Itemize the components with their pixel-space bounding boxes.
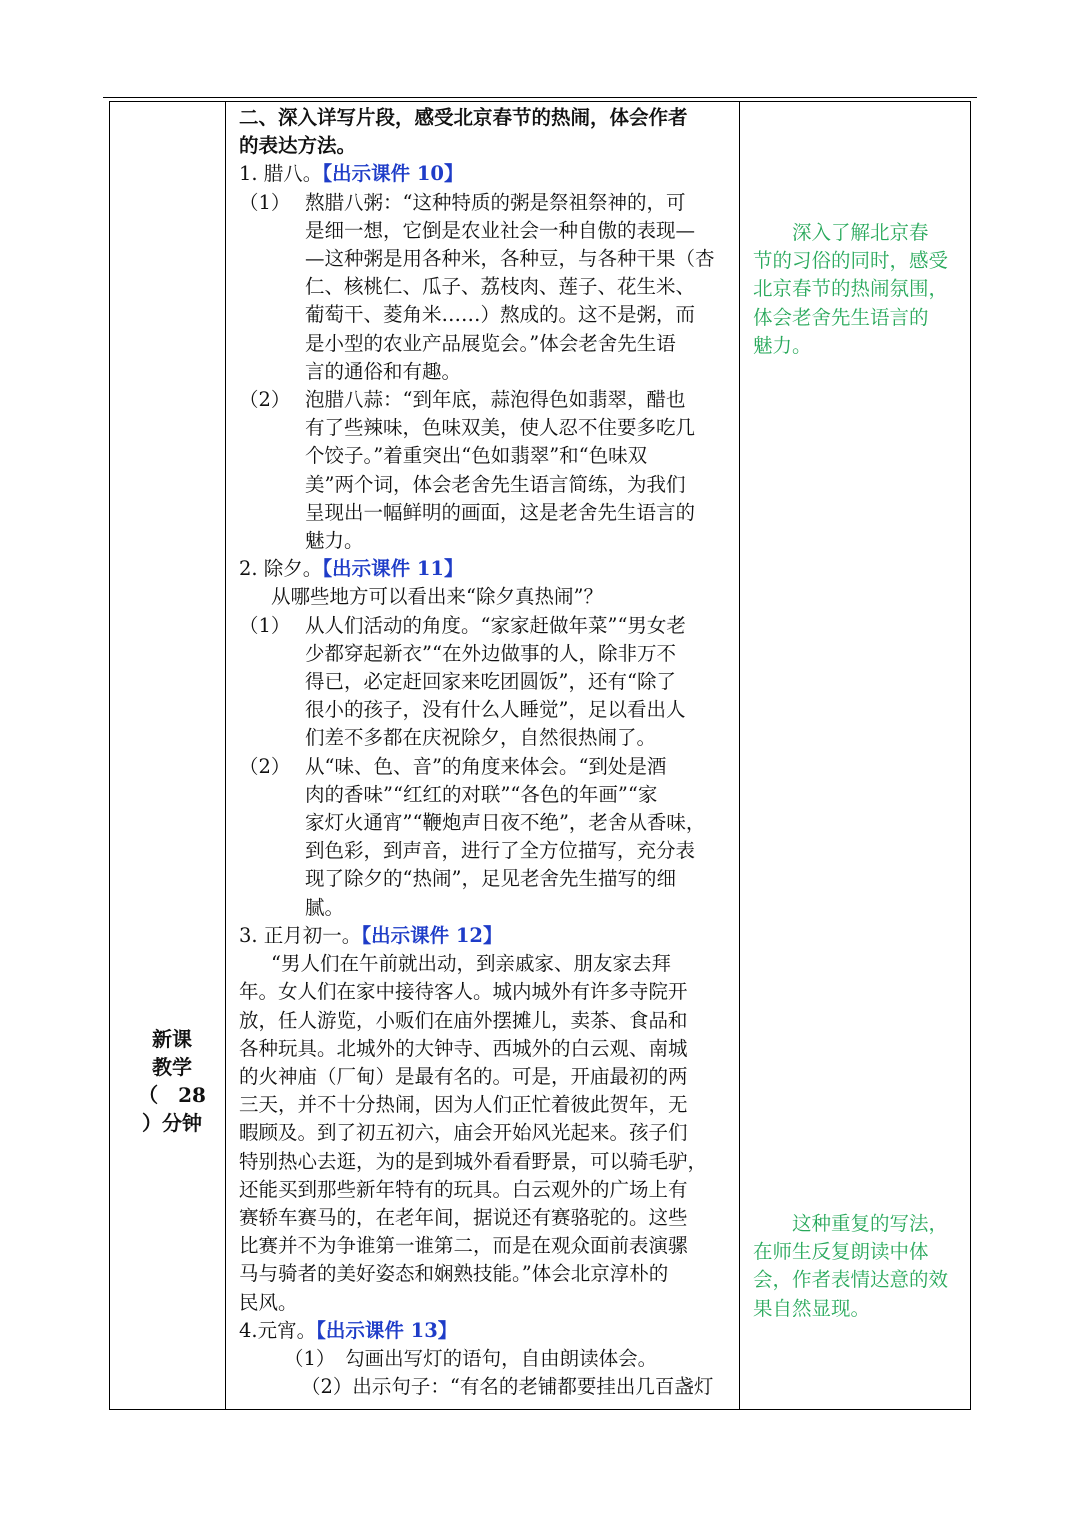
- quote-text: 三天，并不十分热闹，因为人们正忙着彼此贺年，无: [239, 1093, 688, 1117]
- item-text: （2） 从“味、色、音”的角度来体会。“到处是酒: [239, 754, 667, 778]
- section-3-title: 3. 正月初一。【出示课件 12】: [239, 923, 503, 947]
- item-text: （1） 勾画出写灯的语句，自由朗读体会。: [284, 1346, 658, 1370]
- quote-text: 马与骑者的美好姿态和娴熟技能。”体会北京淳朴的: [239, 1262, 669, 1286]
- item-text: 言的通俗和有趣。: [305, 359, 462, 383]
- design-note-1: 深入了解北京春 节的习俗的同时，感受 北京春节的热闹氛围， 体会老舍先生语言的 魅力。: [753, 221, 949, 357]
- section-2-title: 2. 除夕。【出示课件 11】: [239, 557, 464, 581]
- courseware-tag-10: 【出示课件 10】: [322, 162, 464, 186]
- item-text: 仁、核桃仁、瓜子、荔枝肉、莲子、花生米、: [305, 275, 696, 299]
- item-text: 葡萄干、菱角米……）熬成的。这不是粥，而: [305, 303, 696, 327]
- section-4-title: 4.元宵。【出示课件 13】: [239, 1318, 458, 1342]
- column-divider-1: [225, 101, 226, 1410]
- quote-text: 特别热心去逛，为的是到城外看看野景，可以骑毛驴，: [239, 1149, 708, 1173]
- courseware-tag-11: 【出示课件 11】: [322, 557, 464, 581]
- section-2-question: 从哪些地方可以看出来“除夕真热闹”？: [271, 585, 603, 609]
- item-text: 美”两个词，体会老舍先生语言简练，为我们: [305, 472, 686, 496]
- stage-label: 新课 教学 （ 28 ）分钟: [138, 1027, 206, 1135]
- item-text: 很小的孩子，没有什么人睡觉”，足以看出人: [305, 698, 686, 722]
- item-text: 到色彩，到声音，进行了全方位描写，充分表: [305, 839, 696, 863]
- item-text: 魅力。: [305, 529, 364, 553]
- item-text: —这种粥是用各种米，各种豆，与各种干果（杏: [305, 247, 715, 271]
- item-text: （1） 熬腊八粥：“这种特质的粥是祭祖祭神的，可: [239, 190, 686, 214]
- item-text: 有了些辣味，色味双美，使人忍不住要多吃几: [305, 416, 696, 440]
- quote-text: 的火神庙（厂甸）是最有名的。可是，开庙最初的两: [239, 1064, 688, 1088]
- quote-text: 比赛并不为争谁第一谁第二，而是在观众面前表演骡: [239, 1234, 688, 1258]
- teaching-content: [239, 104, 739, 1401]
- quote-text: 年。女人们在家中接待客人。城内城外有许多寺院开: [239, 980, 688, 1004]
- item-text: 家灯火通宵”“鞭炮声日夜不绝”，老舍从香味，: [305, 811, 706, 835]
- item-text: （1） 从人们活动的角度。“家家赶做年菜”“男女老: [239, 613, 686, 637]
- item-text: 个饺子。”着重突出“色如翡翠”和“色味双: [305, 444, 648, 468]
- column-divider-2: [739, 101, 740, 1410]
- header-rule: [103, 97, 977, 98]
- item-text: 得已，必定赶回家来吃团圆饭”，还有“除了: [305, 670, 676, 694]
- item-text: 腻。: [305, 895, 345, 919]
- item-text: 现了除夕的“热闹”，足见老舍先生描写的细: [305, 867, 676, 891]
- section-heading: 二、深入详写片段，感受北京春节的热闹，体会作者: [239, 106, 688, 129]
- item-text: 是细一想，它倒是农业社会一种自傲的表现—: [305, 218, 696, 242]
- quote-text: 赛轿车赛马的，在老年间，据说还有赛骆驼的。这些: [239, 1205, 688, 1229]
- section-heading-cont: 的表达方法。: [239, 134, 357, 158]
- item-text: （2） 泡腊八蒜：“到年底，蒜泡得色如翡翠，醋也: [239, 388, 686, 412]
- item-text: 少都穿起新衣”“在外边做事的人，除非万不: [305, 641, 676, 665]
- quote-text: 民风。: [239, 1290, 298, 1314]
- item-text: 们差不多都在庆祝除夕，自然很热闹了。: [305, 726, 657, 750]
- design-note-2: 这种重复的写法， 在师生反复朗读中体 会，作者表情达意的效 果自然显现。: [753, 1212, 949, 1320]
- courseware-tag-12: 【出示课件 12】: [361, 923, 503, 947]
- quote-text: 放，任人游览，小贩们在庙外摆摊儿，卖茶、食品和: [239, 1008, 688, 1032]
- courseware-tag-13: 【出示课件 13】: [316, 1318, 458, 1342]
- item-text: 肉的香味”“红红的对联”“各色的年画”“家: [305, 782, 658, 806]
- section-1-title: 1. 腊八。【出示课件 10】: [239, 162, 464, 186]
- quote-text: 各种玩具。北城外的大钟寺、西城外的白云观、南城: [239, 1036, 688, 1060]
- quote-text: “男人们在午前就出动，到亲戚家、朋友家去拜: [271, 952, 671, 976]
- item-text: （2）出示句子：“有名的老铺都要挂出几百盏灯: [301, 1375, 714, 1399]
- quote-text: 暇顾及。到了初五初六，庙会开始风光起来。孩子们: [239, 1121, 688, 1145]
- item-text: 呈现出一幅鲜明的画面，这是老舍先生语言的: [305, 500, 696, 524]
- item-text: 是小型的农业产品展览会。”体会老舍先生语: [305, 331, 676, 355]
- quote-text: 还能买到那些新年特有的玩具。白云观外的广场上有: [239, 1177, 688, 1201]
